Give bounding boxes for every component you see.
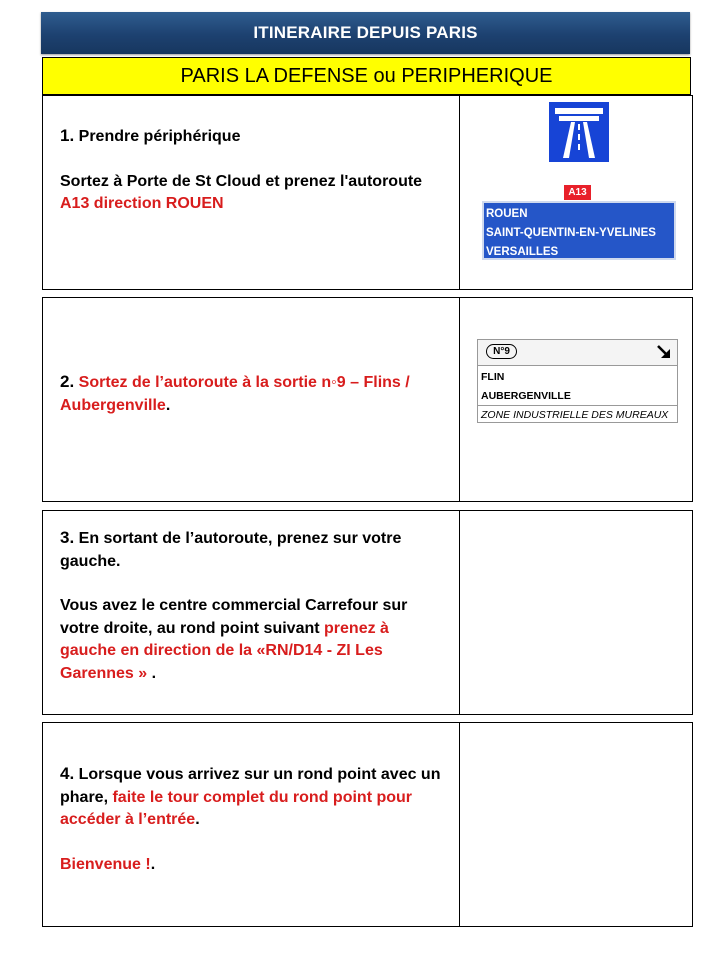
step-4-box xyxy=(42,722,693,927)
column-divider xyxy=(459,511,460,714)
step-3-suffix: . xyxy=(147,664,157,682)
header-title: ITINERAIRE DEPUIS PARIS xyxy=(253,23,478,42)
step-1-line1: Prendre périphérique xyxy=(78,128,241,145)
welcome-text: Bienvenue ! xyxy=(60,855,151,873)
step-number: 1. xyxy=(60,126,75,145)
step-number: 4. xyxy=(60,764,75,783)
step-4-text xyxy=(60,763,445,876)
step-2-suffix: . xyxy=(165,396,171,414)
motorway-icon xyxy=(549,102,609,162)
step-4-highlight: faite le tour complet du rond point pour accéder à l’entrée xyxy=(60,788,413,828)
column-divider xyxy=(459,96,460,289)
arrow-down-right-icon xyxy=(655,343,673,361)
route-title: PARIS LA DEFENSE ou PERIPHERIQUE xyxy=(180,64,553,87)
sign-destination: AUBERGENVILLE xyxy=(481,389,571,402)
exit-sign-body xyxy=(478,366,677,425)
step-1-text xyxy=(60,125,445,216)
a13-badge: A13 xyxy=(564,185,591,200)
step-3-box xyxy=(42,510,693,715)
exit-number-badge: N°9 xyxy=(486,344,517,359)
step-3-line1: En sortant de l’autoroute, prenez sur votre gauche. xyxy=(60,530,402,570)
step-2-text xyxy=(60,371,445,417)
step-3-highlight: prenez à gauche en direction de la «RN/D14 - ZI Les Garennes » xyxy=(60,619,389,682)
sign-destination: ROUEN xyxy=(486,208,528,220)
column-divider xyxy=(459,723,460,926)
step-1-highlight: A13 direction ROUEN xyxy=(60,195,224,212)
sign-destination: SAINT-QUENTIN-EN-YVELINES xyxy=(486,227,656,239)
column-divider xyxy=(459,298,460,501)
step-3-line2: Vous avez le centre commercial Carrefour sur votre droite, au rond point suivant xyxy=(60,597,408,637)
exit-sign-header xyxy=(478,340,677,366)
step-number: 2. xyxy=(60,372,75,391)
sign-destination: FLIN xyxy=(481,371,505,383)
a13-direction-sign xyxy=(482,201,676,260)
step-2-highlight: Sortez de l’autoroute à la sortie n◦9 – Flins / Aubergenville xyxy=(60,374,410,414)
page-header xyxy=(41,12,690,54)
exit-9-sign xyxy=(477,339,678,423)
step-3-text xyxy=(60,527,445,685)
welcome-suffix: . xyxy=(150,855,156,873)
step-number: 3. xyxy=(60,528,75,547)
step-1-line2: Sortez à Porte de St Cloud et prenez l'autoroute xyxy=(60,172,423,190)
sign-destination: VERSAILLES xyxy=(486,246,559,258)
sign-zone: ZONE INDUSTRIELLE DES MUREAUX xyxy=(478,405,677,425)
route-title-bar xyxy=(42,57,691,95)
step-4-suffix: . xyxy=(195,811,200,828)
step-4-line1: Lorsque vous arrivez sur un rond point avec un phare, xyxy=(60,766,441,806)
